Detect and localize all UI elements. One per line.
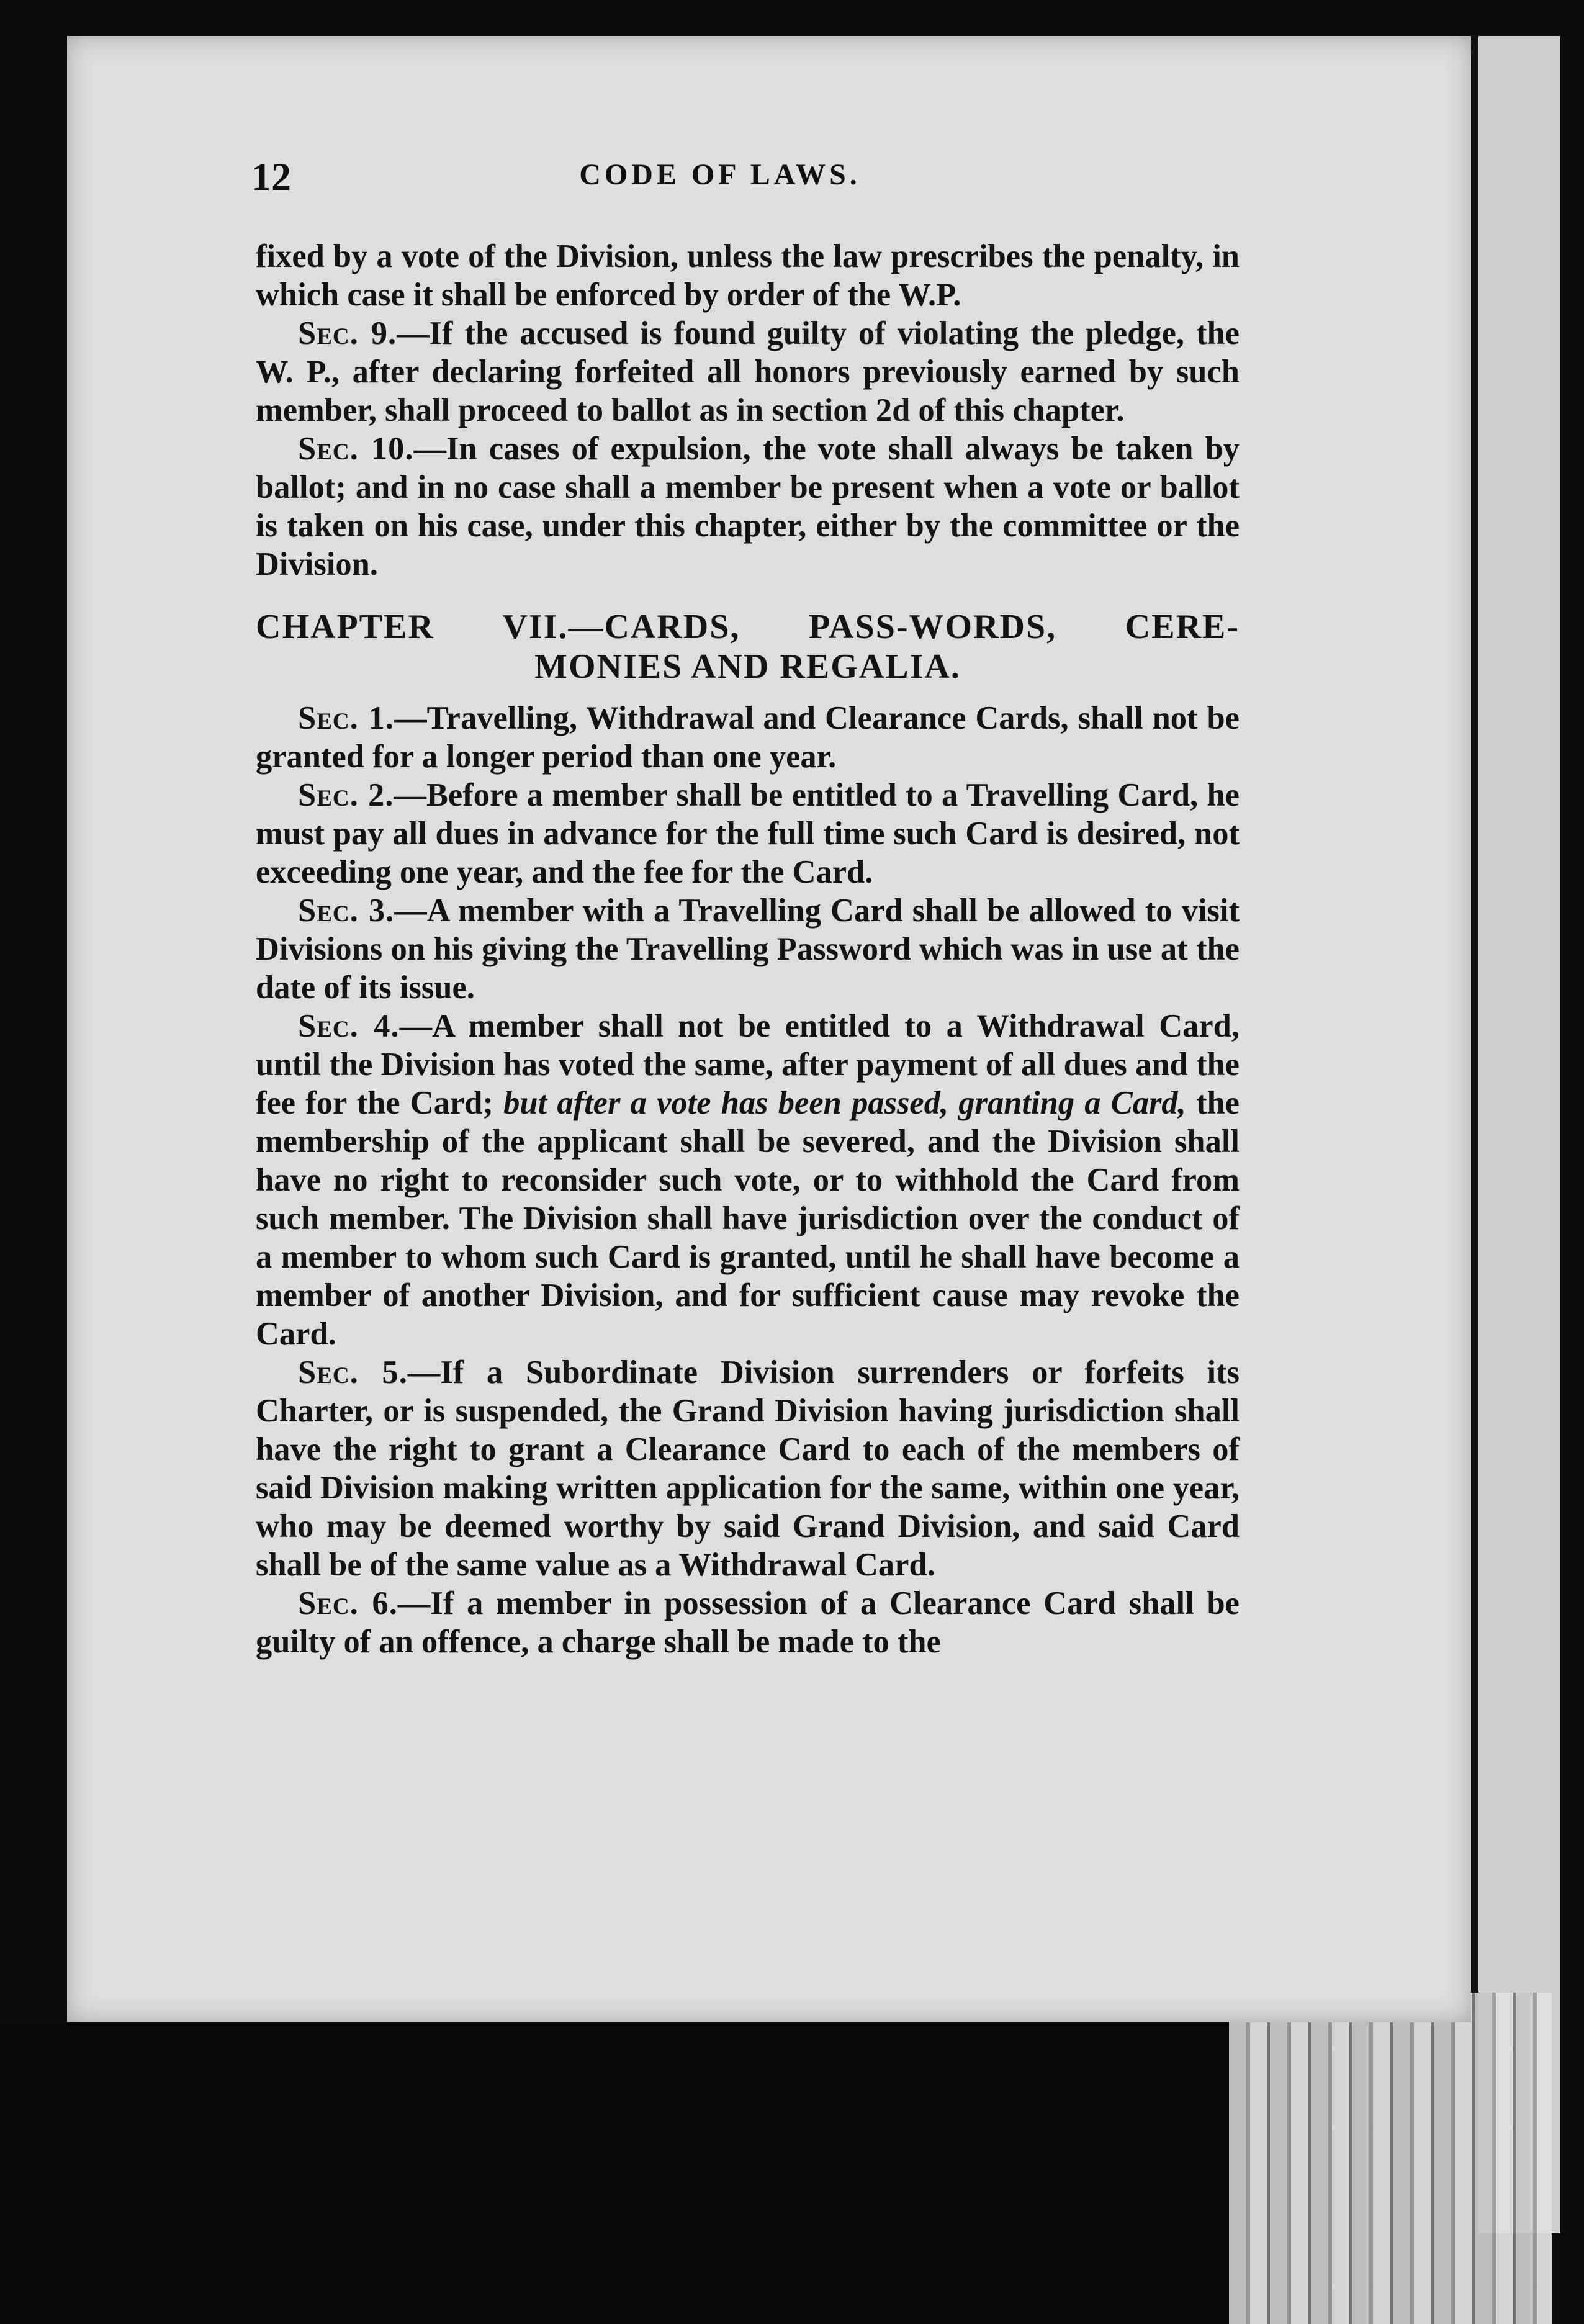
section-text: —If a member in possession of a Clearance Card shall be guilty of an offence, a charge shall be made to the [256, 1585, 1240, 1660]
section-text: —If the accused is found guilty of violating the pledge, the W. P., after declaring forfeited all honors previously earned by such member, shall proceed to ballot as in section 2d of this chapter. [256, 315, 1240, 428]
section-text: —A member with a Travelling Card shall be allowed to visit Divisions on his giving the Travelling Password which was in use at the date of its issue. [256, 893, 1240, 1006]
section-3 [256, 891, 1240, 1007]
section-text: —A member shall not be entitled to a Withdrawal Card, until the Division has voted the same, after payment of all dues and the fee for the Card; [256, 1008, 1240, 1121]
section-1 [256, 699, 1240, 776]
section-2 [256, 776, 1240, 891]
section-label: Sec. 1. [298, 700, 395, 736]
section-4 [256, 1007, 1240, 1353]
section-5 [256, 1353, 1240, 1584]
page-number: 12 [251, 155, 291, 199]
chapter-heading-line-2: MONIES AND REGALIA. [534, 647, 961, 686]
section-9 [256, 314, 1240, 430]
page-stack-edge [1229, 1993, 1552, 2324]
running-head: CODE OF LAWS. [579, 158, 861, 191]
scan-background [0, 2024, 1229, 2324]
section-label: Sec. 4. [298, 1008, 400, 1044]
section-text: —In cases of expulsion, the vote shall always be taken by ballot; and in no case shall a member be present when a vote or ballot is taken on his case, under this chapter, either by the committee or the Division. [256, 431, 1240, 582]
section-text: —Travelling, Withdrawal and Clearance Cards, shall not be granted for a longer period than one year. [256, 700, 1240, 775]
section-label: Sec. 6. [298, 1585, 398, 1621]
section-6 [256, 1584, 1240, 1661]
page-header [186, 154, 1254, 204]
paragraph-continuation: fixed by a vote of the Division, unless the law prescribes the penalty, in which case it shall be enforced by order of the W.P. [256, 238, 1240, 313]
section-label: Sec. 2. [298, 777, 394, 813]
chapter-heading [256, 607, 1240, 687]
section-italic-text: but after a vote has been passed, granting a Card, [503, 1085, 1186, 1121]
section-text: —Before a member shall be entitled to a Travelling Card, he must pay all dues in advance for the full time such Card is desired, not exceeding one year, and the fee for the Card. [256, 777, 1240, 890]
section-text: the membership of the applicant shall be severed, and the Division shall have no right to reconsider such vote, or to withhold the Card from such member. The Division shall have jurisdiction over the conduct of a member to whom such Card is granted, until he shall have become a member of another Division, and for sufficient cause may revoke the Card. [256, 1085, 1240, 1352]
section-label: Sec. 10. [298, 431, 414, 467]
section-text: —If a Subordinate Division surrenders or forfeits its Charter, or is suspended, the Grand Division having jurisdiction shall have the right to grant a Clearance Card to each of the members of said Division making written application for the same, within one year, who may be deemed worthy by said Grand Division, and said Card shall be of the same value as a Withdrawal Card. [256, 1354, 1240, 1583]
section-label: Sec. 9. [298, 315, 397, 351]
section-label: Sec. 5. [298, 1354, 408, 1390]
facing-page-edge [1470, 36, 1560, 2233]
section-label: Sec. 3. [298, 893, 395, 929]
chapter-heading-line-1: CHAPTER VII.—CARDS, PASS-WORDS, CERE- [256, 608, 1240, 646]
section-10 [256, 430, 1240, 583]
page-body [256, 237, 1240, 1661]
